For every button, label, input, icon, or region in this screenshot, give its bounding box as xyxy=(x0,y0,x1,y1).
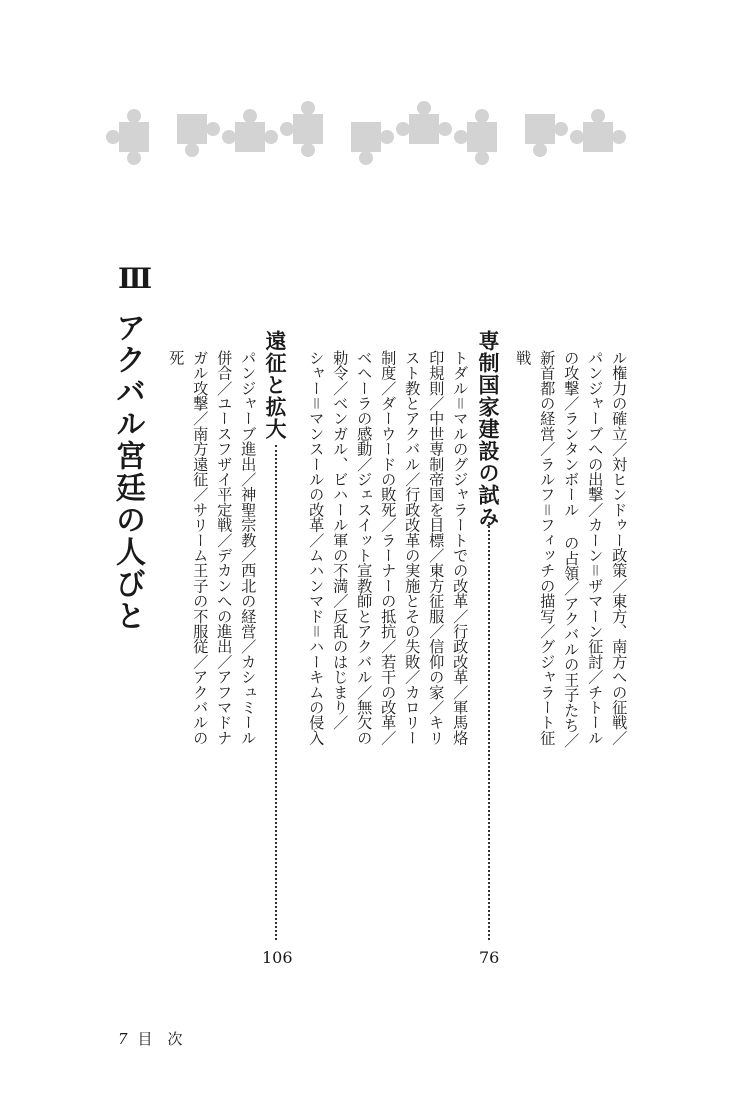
section-title-1: 専制国家建設の試み xyxy=(476,330,501,528)
puzzle-piece-icon xyxy=(163,100,223,160)
section1-line-3: スト教とアクバル／行政改革の実施とその失敗／カロリー xyxy=(403,350,422,746)
footer-label: 目 次 xyxy=(137,1030,183,1048)
puzzle-piece-icon xyxy=(105,108,165,168)
part-number: Ⅲ xyxy=(118,262,153,295)
puzzle-piece-icon xyxy=(279,100,339,160)
puzzle-piece-icon xyxy=(453,108,513,168)
section1-line-5: ベヘーラの感動／ジェスイット宣教師とアクバル／無欠の xyxy=(355,350,374,746)
intro-line-3: の攻撃／ランタンボール の占領／アクバルの王子たち／ xyxy=(562,350,581,748)
puzzle-piece-icon xyxy=(221,108,281,168)
intro-line-4: 新首都の経営／ラルフ＝フィッチの描写／グジャラート征 xyxy=(538,350,557,746)
section2-line-1: パンジャーブ進出／神聖宗教／西北の経営／カシュミール xyxy=(239,350,258,746)
footer-page-number: 7 xyxy=(118,1030,128,1048)
leader-dots-1 xyxy=(488,522,490,940)
puzzle-piece-icon xyxy=(569,108,629,168)
section1-line-1: トダル＝マルのグジャラートでの改革／行政改革／軍馬烙 xyxy=(451,350,470,746)
intro-line-1: ル権力の確立／対ヒンドゥー政策／東方、南方への征戦／ xyxy=(610,350,629,746)
page-footer xyxy=(118,1028,183,1049)
part-title: アクバル宮廷の人びと xyxy=(110,312,145,632)
section-page-2: 106 xyxy=(262,948,293,967)
section1-line-6: 勅令／ベンガル、ビハール軍の不満／反乱のはじまり／ xyxy=(331,350,350,730)
section1-line-7: シャー＝マンスールの改革／ムハンマド＝ハーキムの侵入 xyxy=(307,350,326,746)
puzzle-decoration xyxy=(105,100,640,170)
intro-line-2: パンジャーブへの出撃／カーン＝ザマーン征討／チトール xyxy=(586,350,605,746)
puzzle-piece-icon xyxy=(395,100,455,160)
section-page-1: 76 xyxy=(479,948,500,967)
section-title-2: 遠征と拡大 xyxy=(263,330,288,440)
section2-line-4: 死 xyxy=(167,350,186,366)
section1-line-4: 制度／ダーウードの敗死／ラーナーの抵抗／若干の改革／ xyxy=(379,350,398,746)
leader-dots-2 xyxy=(275,445,277,940)
puzzle-piece-icon xyxy=(511,100,571,160)
puzzle-piece-icon xyxy=(337,108,397,168)
section2-line-3: ガル攻撃／南方遠征／サリーム王子の不服従／アクバルの xyxy=(191,350,210,746)
section1-line-2: 印規則／中世専制帝国を目標／東方征服／信仰の家／キリ xyxy=(427,350,446,746)
intro-line-5: 戦 xyxy=(514,350,533,366)
section2-line-2: 併合／ユースフザイ平定戦／デカンへの進出／アフマドナ xyxy=(215,350,234,746)
